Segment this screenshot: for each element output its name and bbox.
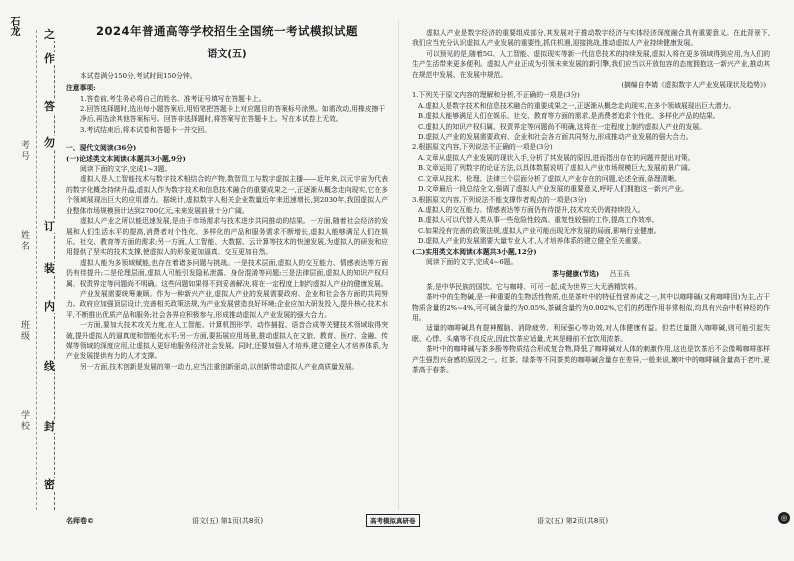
question-option: C.如果没有完善的政策法规,虚拟人产业可能出现无序发展的局面,影响行业健康。 — [418, 226, 661, 235]
question-stem: 3.根据原文内容,下列说法不能支撑作者观点的一项是(3分) — [412, 195, 587, 204]
passage-paragraph: 虚拟人能为多领域赋能,也存在着诸多问题与挑战。一是技术层面,虚拟人的交互能力、情感表达等方面仍有待提升;二是伦理层面,虚拟人可能引发隐私泄露、身份混淆等问题;三是法律层面,虚拟人的知识产权归属、权责界定等问题尚不明确。这些问题如果得不到妥善解决,将在一定程度上制约虚拟人产业的健康发展。 — [66, 258, 388, 288]
binding-name-label: 姓名 — [19, 230, 29, 252]
footer-brand: 名师卷© — [66, 517, 94, 525]
passage-paragraph: 一方面,要加大技术攻关力度,在人工智能、计算机图形学、动作捕捉、语音合成等关键技术领域取得突破,提升虚拟人的逼真度和智能化水平;另一方面,要拓展应用场景,推动虚拟人在文旅、教育、医疗、金融、传媒等领域的深度应用,让虚拟人更好地服务经济社会发展。同时,还要加强人才培养,建立健全人才培养体系,为产业发展提供有力的人才支撑。 — [66, 321, 388, 361]
instruction: 阅读下面的文字,完成4~6题。 — [426, 257, 518, 266]
binding-dashed-line-outer — [36, 30, 37, 510]
binding-word: 密 — [44, 478, 55, 491]
question-option: B.文章运用了列数字的论证方法,以具体数据说明了虚拟人产业市场规模巨大,发展前景广阔。 — [418, 164, 695, 173]
instruction: 阅读下面的文字,完成1~3题。 — [80, 165, 172, 174]
binding-word: 答 — [44, 100, 55, 113]
note-item: 2.回答选择题时,选出每小题答案后,用铅笔把答题卡上对应题目的答案标号涂黑。如需改动,用橡皮擦干净后,再选涂其他答案标号。回答非选择题时,将答案写在答题卡上。写在本试卷上无效。 — [80, 105, 386, 124]
binding-id-label: 考号 — [19, 140, 29, 162]
circle-mark-icon: ◎ — [778, 512, 790, 524]
essay-paragraph: 适量的咖啡碱具有提神醒脑、消除疲劳、利尿强心等功效,对人体健康有益。但若过量摄入咖啡碱,则可能引起失眠、心悸、头痛等不良反应,因此饮茶应适量,尤其是睡前不宜饮用浓茶。 — [412, 324, 770, 343]
binding-word: 线 — [44, 360, 55, 373]
question-option: D.虚拟人产业的发展需要政府、企业和社会各方面共同努力,形成推动产业发展的强大合力。 — [418, 133, 693, 142]
essay-paragraph: 茶,是中华民族的国饮。它与咖啡、可可一起,成为世界三大无酒精饮料。 — [426, 282, 642, 291]
page-divider — [398, 20, 399, 510]
footer-page-left: 语文(五) 第1页(共8页) — [192, 517, 264, 525]
subsection-heading: (二)实用类文本阅读(本题共3小题,12分) — [412, 247, 537, 256]
binding-class-label: 班级 — [19, 320, 29, 342]
exam-title: 2024年普通高等学校招生全国统一考试模拟试题 — [95, 24, 358, 38]
essay-paragraph: 茶叶中的咖啡碱与茶多酚等物质结合形成复合物,降低了咖啡碱对人体的刺激作用,这也是饮茶后不会像喝咖啡那样产生强烈兴奋感的原因之一。红茶、绿茶等不同茶类的咖啡碱含量存在差异,一般来说,嫩叶中的咖啡碱含量高于老叶,夏茶高于春茶。 — [412, 345, 770, 374]
passage-paragraph: 虚拟人产业之所以能迅速发展,是由于市场需求与技术进步共同推动的结果。一方面,随着社会经济的发展和人们生活水平的提高,消费者对个性化、多样化的产品和服务需求不断增长,虚拟人能够满足人们在娱乐、社交、教育等方面的需求;另一方面,人工智能、大数据、云计算等技术的快速发展,为虚拟人的研发和应用提供了坚实的技术支撑,使虚拟人的形象更加逼真、交互更加自然。 — [66, 217, 388, 257]
question-option: A.虚拟人是数字技术和信息技术融合的重要成果之一,正逐渐从概念走向现实,在多个领域展现出巨大潜力。 — [418, 101, 736, 110]
footer-page-right: 语文(五) 第2页(共8页) — [537, 517, 609, 525]
binding-word: 勿 — [44, 136, 55, 149]
right-page — [412, 0, 770, 375]
question-option: A.文章从虚拟人产业发展的现状入手,分析了其发展的原因,进而指出存在的问题并提出对策。 — [418, 153, 695, 162]
note-item: 3.考试结束后,将本试卷和答题卡一并交回。 — [80, 125, 211, 134]
binding-word: 封 — [44, 420, 55, 433]
subsection-heading: (一)论述类文本阅读(本题共3小题,9分) — [66, 154, 186, 163]
passage-paragraph: 虚拟人产业是数字经济的重要组成部分,其发展对于推动数字经济与实体经济深度融合具有重要意义。在此背景下,我们应当充分认识虚拟人产业发展的重要性,抓住机遇,迎接挑战,推动虚拟人产业持续健康发展。 — [412, 29, 770, 48]
essay-paragraph: 茶叶中的生物碱,是一种重要的生物活性物质,也是茶叶中的特征性营养成之一,其中以咖啡碱(又称咖啡因)为主,占干物质含量的2%~4%,可可碱含量约为0.05%,茶碱含量约为0.002%,它们的药理作用非常相似,均具有兴奋中枢神经的作用。 — [412, 293, 770, 322]
binding-word: 订 — [44, 220, 55, 233]
question-option: C.虚拟人的知识产权归属、权责界定等问题尚不明确,这将在一定程度上制约虚拟人产业的发展。 — [418, 122, 706, 131]
question-option: B.虚拟人能够满足人们在娱乐、社交、教育等方面的需求,是消费者追求个性化、多样化产品的结果。 — [418, 112, 720, 121]
question-option: B.虚拟人可以代替人类从事一些危险性较高、重复性较强的工作,提高工作效率。 — [418, 216, 659, 225]
question-option: D.文章最后一段总结全文,强调了虚拟人产业发展的重要意义,呼吁人们拥抱这一新兴产业。 — [418, 185, 688, 194]
question-option: C.文章从技术、伦理、法律三个层面分析了虚拟人产业存在的问题,论述全面,条理清晰。 — [418, 174, 681, 183]
passage-paragraph: 可以预见的是,随着5G、人工智能、虚拟现实等新一代信息技术的持续发展,虚拟人将在更多领域得到应用,为人们的生产生活带来更多便利。虚拟人产业正成为引领未来发展的新引擎,我们应当以开放包容的态度拥抱这一新兴产业,推动其在规范中发展、在发展中规范。 — [412, 49, 770, 79]
passage-paragraph: 产业发展需要统筹兼顾。作为一种新兴产业,虚拟人产业的发展需要政府、企业和社会各方面的共同努力。政府应加强顶层设计,完善相关政策法规,为产业发展营造良好环境;企业应加大研发投入,提升核心技术水平,不断推出优质产品和服务;社会各界应积极参与,形成推动虚拟人产业发展的强大合力。 — [66, 289, 388, 319]
binding-tag: 石龙 — [8, 16, 19, 36]
binding-word: 作 — [44, 52, 55, 65]
passage-source: (摘编自李婧《虚拟数字人产业发展现状及趋势》) — [621, 81, 766, 90]
essay-title-row — [412, 269, 770, 279]
exam-subject: 语文(五) — [207, 49, 247, 61]
passage-paragraph: 虚拟人是人工智能技术与数字技术相结合的产物,数智员工与数字虚拟主播——近年来,以元宇宙为代表的数字化概念持续升温,虚拟人作为数字技术和信息技术融合的重要成果之一,正逐渐从概念走向现实,它在多个领域展现出巨大的应用潜力。据统计,虚拟数字人相关企业数量近年来迅速增长,到2030年,我国虚拟人产业整体市场规模预计达到2700亿元,未来发展前景十分广阔。 — [66, 175, 388, 215]
essay-author: 吕玉兵 — [609, 270, 630, 279]
note-item: 1.答卷前,考生务必将自己的姓名、准考证号填写在答题卡上。 — [80, 94, 266, 103]
question-stem: 1.下列关于原文内容的理解和分析,不正确的一项是(3分) — [412, 91, 580, 100]
binding-word: 装 — [44, 262, 55, 275]
binding-school-label: 学校 — [19, 410, 29, 432]
question-option: A.虚拟人的交互能力、情感表达等方面仍有待提升,技术攻关仍需持续投入。 — [418, 205, 645, 214]
score-line: 本试卷满分150分,考试时间150分钟。 — [80, 71, 197, 80]
binding-word: 之 — [44, 28, 55, 41]
binding-word: 内 — [44, 300, 55, 313]
footer-stamp: 高考模拟真研卷 — [366, 514, 420, 527]
binding-margin — [0, 0, 64, 520]
notes-heading: 注意事项: — [66, 84, 96, 93]
left-page — [66, 0, 388, 372]
passage-paragraph: 另一方面,技术创新是发展的第一动力,应当注重创新驱动,以创新带动虚拟人产业高质量发展。 — [80, 362, 359, 371]
section-heading: 一、现代文阅读(36分) — [66, 144, 137, 153]
question-option: D.虚拟人产业的发展需要大量专业人才,人才培养体系的建立健全至关重要。 — [418, 237, 646, 246]
question-stem: 2.根据原文内容,下列说法不正确的一项是(3分) — [412, 143, 553, 152]
essay-title: 茶与健康(节选) — [552, 270, 600, 279]
